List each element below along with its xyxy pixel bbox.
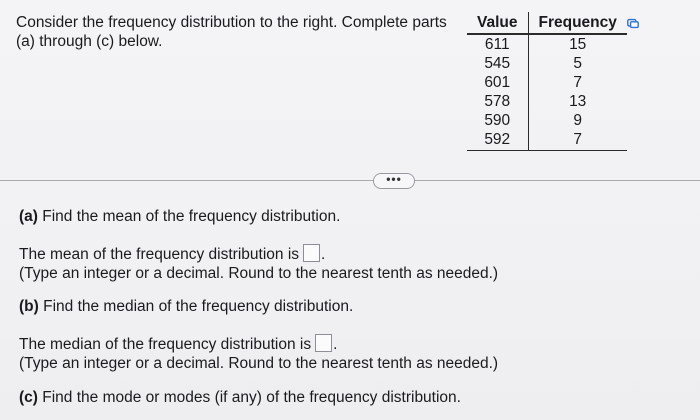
more-dots-icon: ••• [386,172,402,186]
part-b-instruction: (Type an integer or a decimal. Round to the nearest tenth as needed.) [19,355,499,372]
value-cell: 545 [467,54,528,73]
frequency-cell: 9 [573,112,582,129]
value-cell: 592 [467,130,528,151]
part-b-answer-suffix: . [333,336,338,353]
part-a-label: (a) [19,208,38,225]
table-row [467,73,627,92]
frequency-cell: 5 [573,55,582,72]
part-b-answer-prefix: The median of the frequency distribution is [19,336,312,353]
frequency-cell: 7 [528,130,627,151]
copy-data-icon[interactable] [627,17,639,29]
frequency-cell: 7 [573,74,582,91]
table-row [467,111,627,130]
table-row [467,92,627,111]
value-cell: 601 [467,73,528,92]
part-a-instruction: (Type an integer or a decimal. Round to the nearest tenth as needed.) [19,265,499,282]
frequency-table [467,12,627,151]
part-a-answer-suffix: . [321,246,326,263]
part-a-question-text: Find the mean of the frequency distribution. [42,208,341,225]
table-row [467,130,627,151]
value-cell: 590 [467,111,528,130]
part-c-question [19,388,461,407]
section-divider [0,180,700,181]
table-row [467,54,627,73]
value-cell: 578 [467,92,528,111]
part-a-question [19,207,340,226]
part-c-question-text: Find the mode or modes (if any) of the frequency distribution. [42,389,461,406]
part-b-label: (b) [19,298,39,315]
problem-prompt: Consider the frequency distribution to the right. Complete parts (a) through (c) below. [16,14,447,50]
column-header-value: Value [467,12,528,34]
table-header-row [467,12,627,34]
part-c-label: (c) [19,389,38,406]
part-b-answer-line [19,334,337,354]
more-button[interactable] [373,173,415,189]
value-cell: 611 [467,34,528,54]
table-row [467,34,627,54]
mean-answer-input[interactable] [303,244,320,262]
frequency-cell: 15 [569,36,587,53]
part-a-answer-line [19,244,325,264]
frequency-cell: 13 [569,93,587,110]
part-b-question [19,297,353,316]
median-answer-input[interactable] [315,334,332,352]
part-a-answer-prefix: The mean of the frequency distribution is [19,246,300,263]
part-b-question-text: Find the median of the frequency distribution. [43,298,354,315]
column-header-frequency: Frequency [528,12,627,34]
